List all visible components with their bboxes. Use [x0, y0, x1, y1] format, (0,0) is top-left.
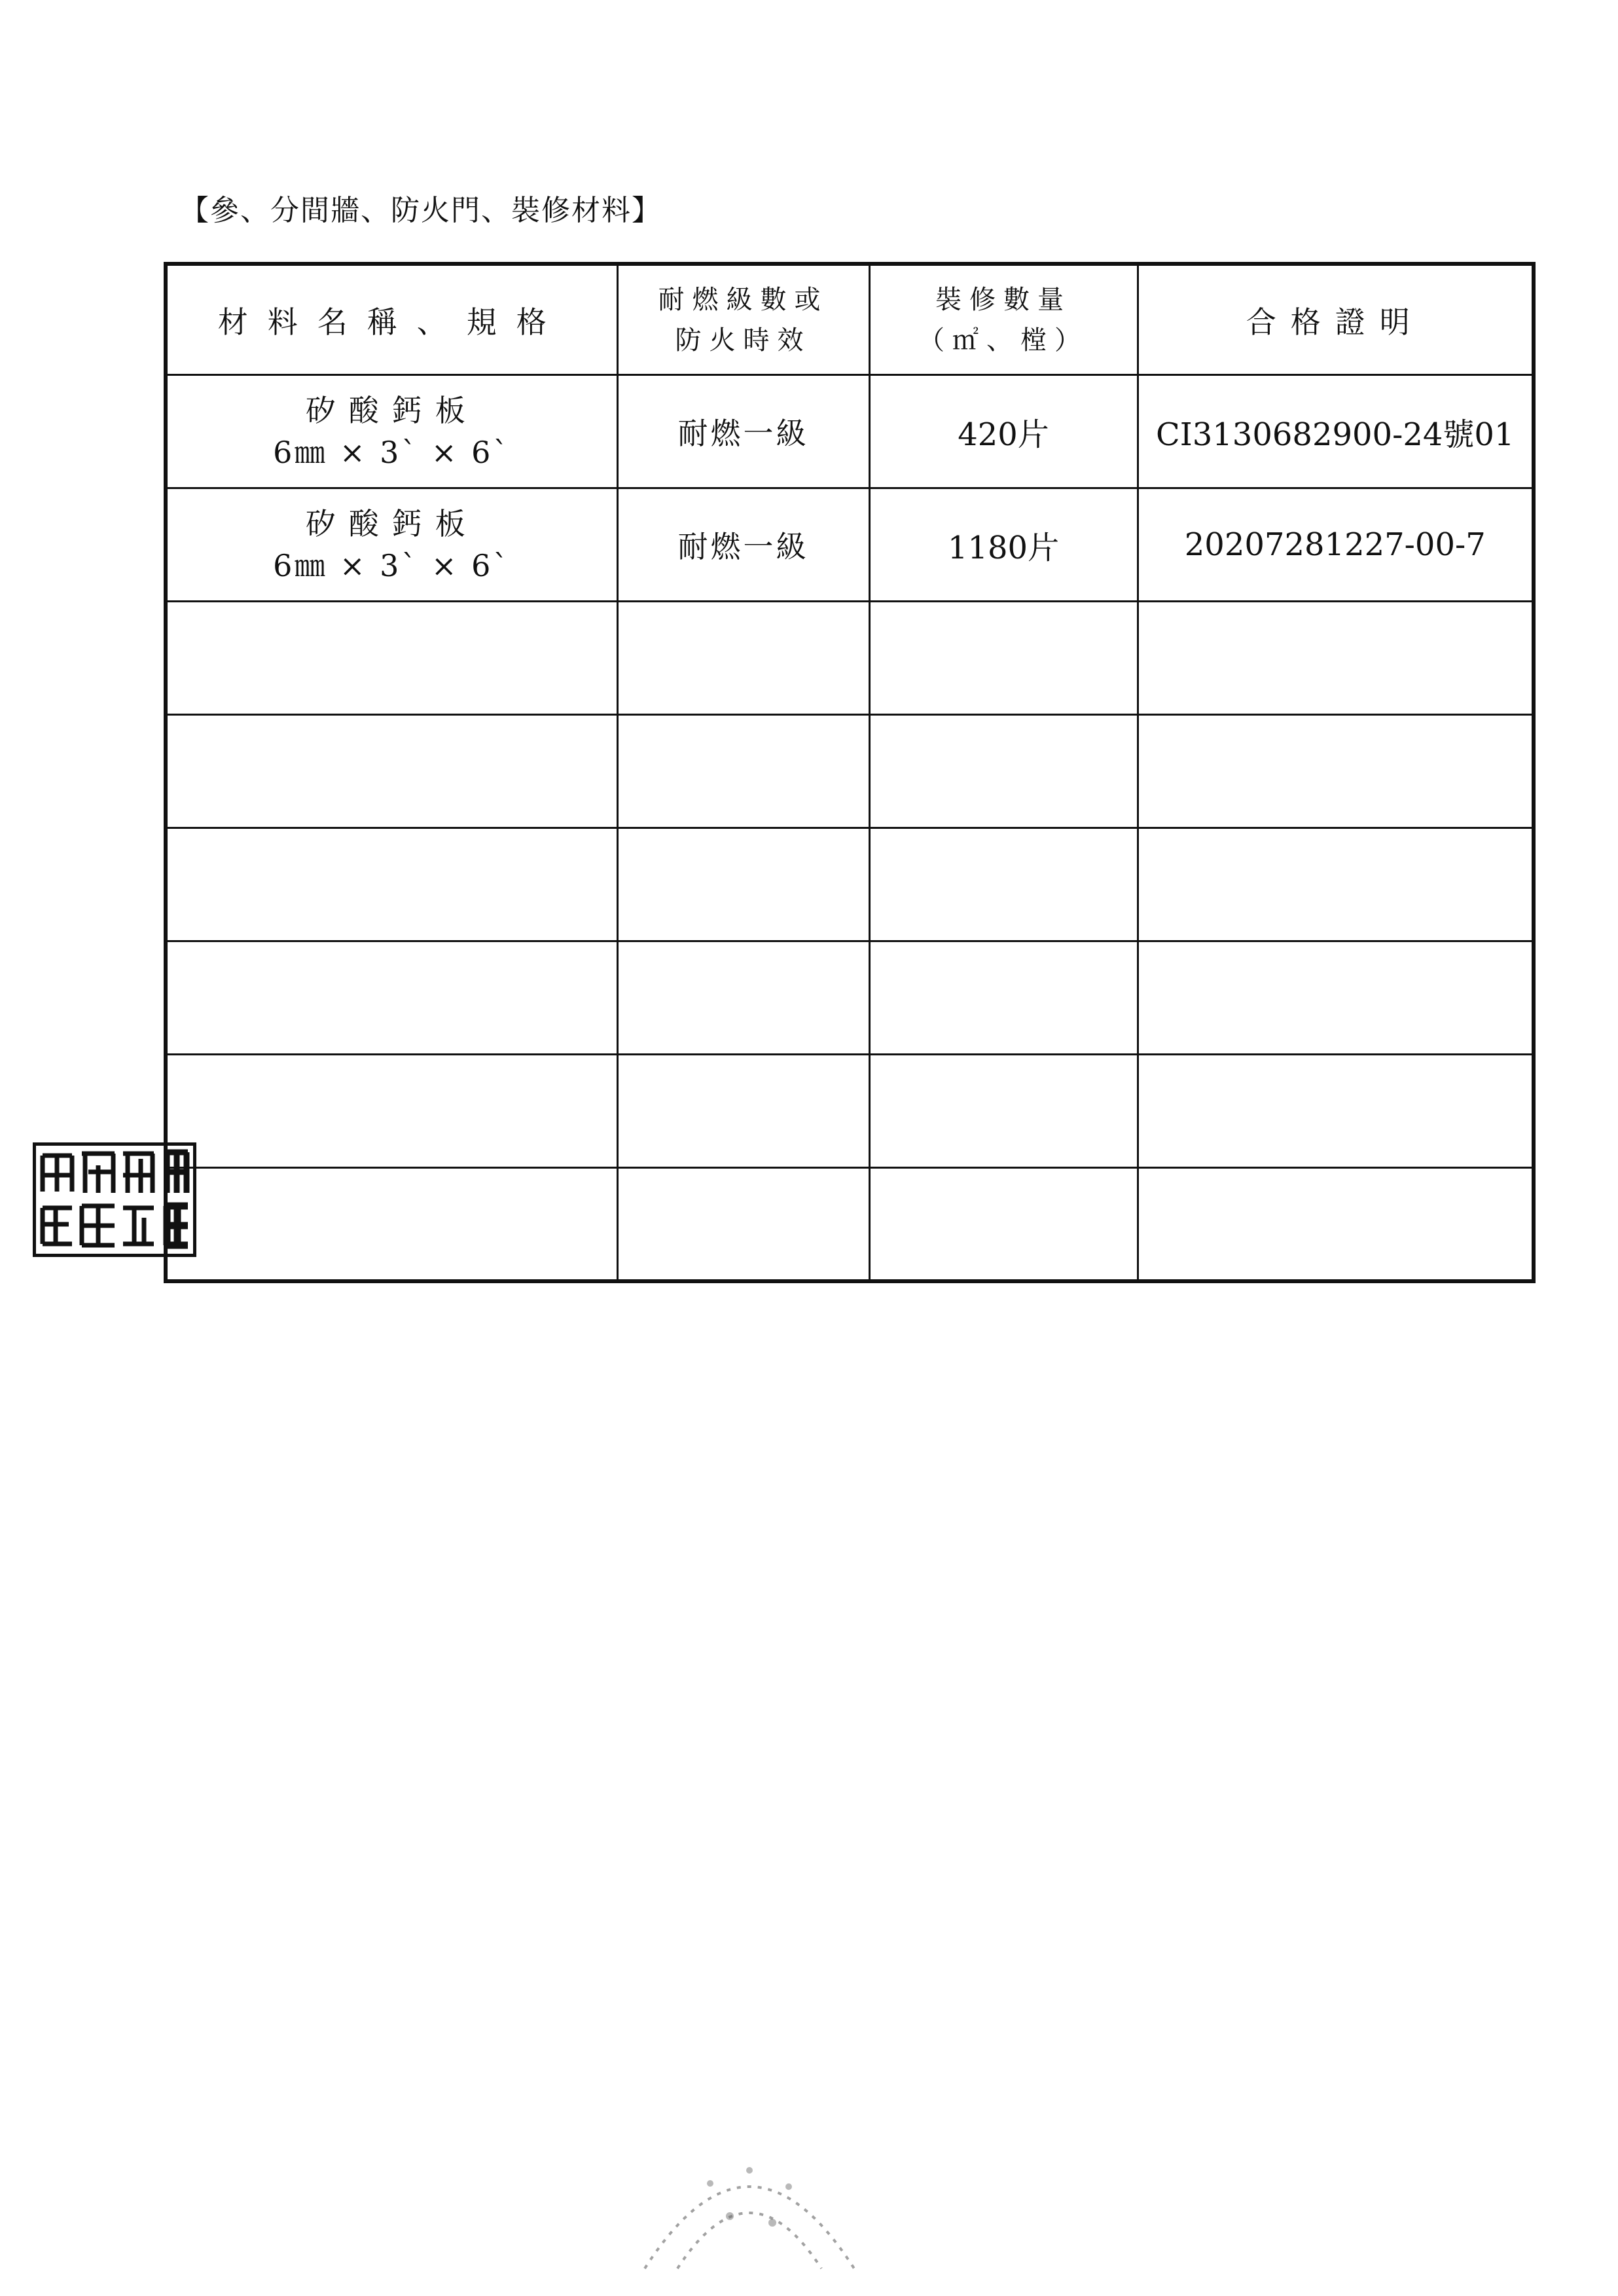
- quantity-cell: 1180片: [869, 488, 1138, 602]
- header-quantity-line1: 裝修數量: [935, 284, 1071, 315]
- header-quantity: [869, 264, 1138, 375]
- certificate-cell: [1138, 602, 1534, 715]
- material-cell: [166, 715, 617, 828]
- table-row: [166, 715, 1534, 828]
- table-row: [166, 1055, 1534, 1168]
- fire-grade-cell: [617, 602, 869, 715]
- header-material-name: [166, 264, 617, 375]
- certificate-cell: CI3130682900-24號01: [1138, 375, 1534, 488]
- faint-round-seal: [632, 2131, 867, 2275]
- certificate-cell: [1138, 1168, 1534, 1281]
- header-fire-grade: [617, 264, 869, 375]
- section-title: 【參、分間牆、防火門、裝修材料】: [180, 194, 662, 227]
- material-cell: [166, 1168, 617, 1281]
- table-row: [166, 828, 1534, 941]
- certificate-cell: [1138, 828, 1534, 941]
- header-certificate-label: 合格證明: [1246, 304, 1424, 340]
- material-cell: [166, 375, 617, 488]
- quantity-cell: [869, 1168, 1138, 1281]
- table-row: [166, 941, 1534, 1055]
- official-stamp: [33, 1142, 196, 1257]
- certificate-cell: [1138, 941, 1534, 1055]
- table-row: [166, 602, 1534, 715]
- material-cell: [166, 1055, 617, 1168]
- fire-grade-cell: [617, 828, 869, 941]
- fire-grade-cell: [617, 715, 869, 828]
- material-name: 矽酸鈣板: [305, 506, 478, 541]
- table-row: [166, 488, 1534, 602]
- seal-script-glyphs: [36, 1146, 193, 1254]
- header-fire-grade-line2: 防火時效: [675, 325, 812, 355]
- material-cell: [166, 828, 617, 941]
- fire-grade-cell: 耐燃一級: [617, 375, 869, 488]
- certificate-cell: [1138, 1055, 1534, 1168]
- table-row: [166, 375, 1534, 488]
- quantity-cell: [869, 828, 1138, 941]
- header-fire-grade-line1: 耐燃級數或: [658, 284, 829, 315]
- header-quantity-line2: （㎡、樘）: [918, 325, 1088, 355]
- material-cell: [166, 602, 617, 715]
- header-certificate: [1138, 264, 1534, 375]
- header-material-name-label: 材料名稱、規格: [217, 304, 566, 340]
- certificate-cell: 20207281227-00-7: [1138, 488, 1534, 602]
- fire-grade-cell: [617, 1168, 869, 1281]
- materials-table: [164, 262, 1536, 1283]
- material-spec: 6㎜ × 3` × 6`: [273, 548, 511, 583]
- quantity-cell: [869, 602, 1138, 715]
- fire-grade-cell: [617, 941, 869, 1055]
- fire-grade-cell: 耐燃一級: [617, 488, 869, 602]
- certificate-cell: [1138, 715, 1534, 828]
- material-cell: [166, 941, 617, 1055]
- quantity-cell: [869, 715, 1138, 828]
- faint-seal-graphic: [632, 2131, 867, 2275]
- quantity-cell: [869, 1055, 1138, 1168]
- material-name: 矽酸鈣板: [305, 393, 478, 428]
- material-spec: 6㎜ × 3` × 6`: [273, 435, 511, 470]
- fire-grade-cell: [617, 1055, 869, 1168]
- table-header-row: [166, 264, 1534, 375]
- material-cell: [166, 488, 617, 602]
- table-row: [166, 1168, 1534, 1281]
- quantity-cell: 420片: [869, 375, 1138, 488]
- quantity-cell: [869, 941, 1138, 1055]
